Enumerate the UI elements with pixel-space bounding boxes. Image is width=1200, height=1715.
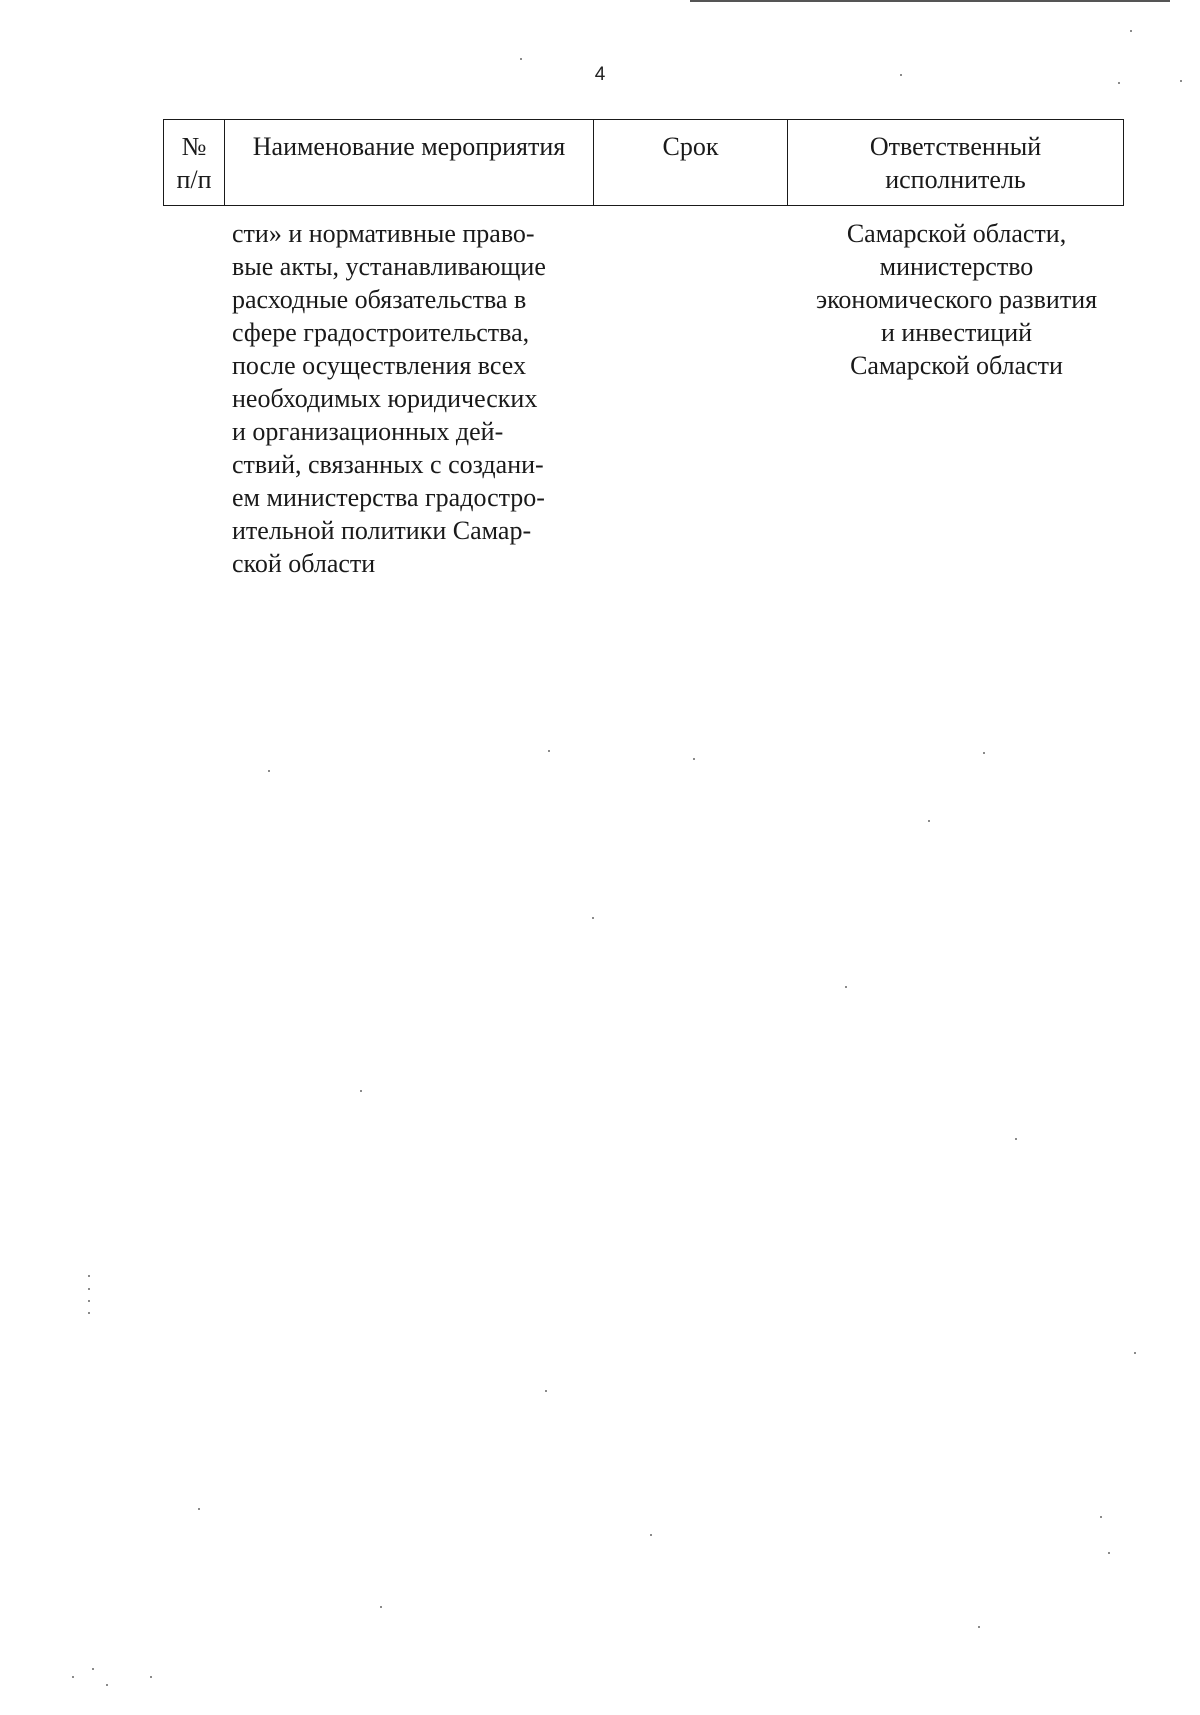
scan-speck: [380, 1606, 382, 1608]
scan-speck: [983, 752, 985, 754]
scan-speck: [845, 986, 847, 988]
scan-speck: [88, 1300, 90, 1302]
scan-speck: [1118, 82, 1120, 84]
header-term-label: Срок: [662, 132, 719, 161]
scan-speck: [693, 758, 695, 760]
table-header: [163, 119, 1124, 206]
header-responsible: [788, 120, 1124, 206]
header-row: [164, 120, 1124, 206]
header-name: [225, 120, 594, 206]
scan-speck: [1180, 80, 1182, 82]
scan-speck: [72, 1676, 74, 1678]
scan-speck: [268, 770, 270, 772]
scan-speck: [88, 1288, 90, 1290]
scan-edge-line: [690, 0, 1170, 2]
scan-speck: [548, 750, 550, 752]
header-responsible-label: Ответственный исполнитель: [869, 132, 1042, 194]
scan-speck: [1134, 1352, 1136, 1354]
responsible-continuation: Самарской области, министерство экономического развития и инвестиций Самарской области: [815, 219, 1098, 380]
scan-speck: [1130, 30, 1132, 32]
scan-speck: [150, 1676, 152, 1678]
scan-speck: [1015, 1138, 1017, 1140]
scan-speck: [900, 74, 902, 76]
scan-speck: [592, 917, 594, 919]
scan-speck: [360, 1090, 362, 1092]
header-term: [594, 120, 788, 206]
scan-speck: [88, 1275, 90, 1277]
scan-speck: [650, 1534, 652, 1536]
scan-speck: [1108, 1552, 1110, 1554]
scan-speck: [88, 1312, 90, 1314]
page-number: 4: [594, 64, 606, 85]
header-name-label: Наименование мероприятия: [252, 132, 566, 161]
scan-speck: [92, 1668, 94, 1670]
header-number-label: № п/п: [176, 132, 212, 194]
event-name-continuation: сти» и нормативные право- вые акты, устанавливающие расходные обязательства в сфере градостроительства, после осуществления всех необходимых юридических и организационных дей- ствий, связанных с создани- ем министерства градостро- ительной политики Самар- ской области: [232, 219, 546, 578]
scan-speck: [198, 1508, 200, 1510]
scan-speck: [520, 58, 522, 60]
scan-speck: [978, 1626, 980, 1628]
scan-speck: [106, 1684, 108, 1686]
scan-speck: [1100, 1516, 1102, 1518]
scan-speck: [928, 820, 930, 822]
header-number: [164, 120, 225, 206]
scan-speck: [545, 1390, 547, 1392]
